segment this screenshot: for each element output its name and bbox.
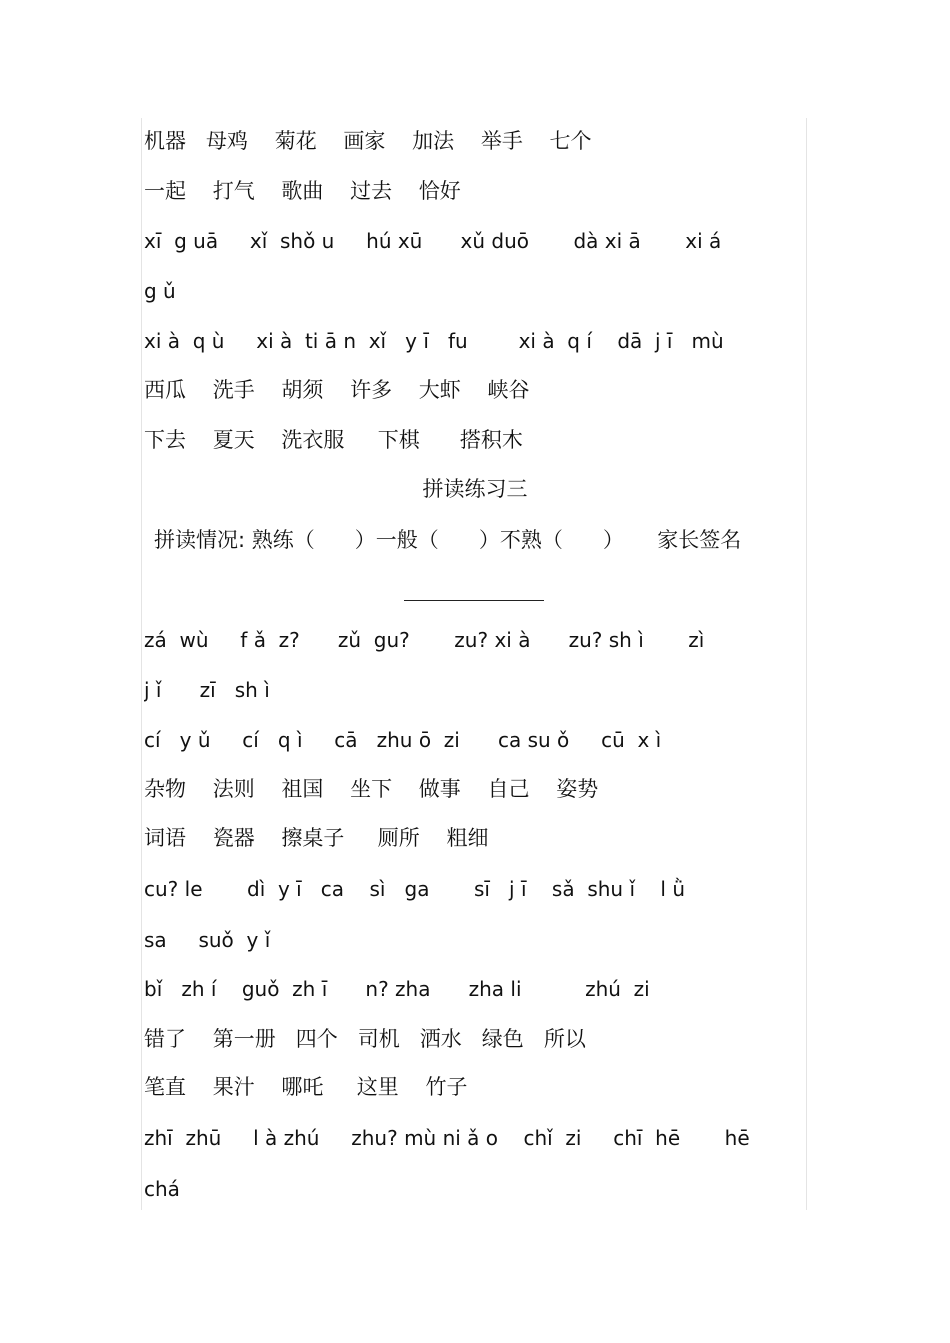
pinyin-line: cí y ǔ cí q ì cā zhu ō zi ca su ǒ cū x ì (144, 728, 662, 752)
hanzi-line: 词语 瓷器 擦桌子 厕所 粗细 (144, 826, 489, 850)
pinyin-line: sa suǒ y ǐ (144, 928, 271, 952)
pinyin-line: j ǐ zī sh ì (144, 678, 270, 702)
hanzi-line: 错了 第一册 四个 司机 洒水 绿色 所以 (144, 1027, 586, 1051)
pinyin-line: bǐ zh í guǒ zh ī n? zha zha li zhú zi (144, 977, 650, 1001)
pinyin-line: g ǔ (144, 279, 176, 303)
hanzi-line: 杂物 法则 祖国 坐下 做事 自己 姿势 (144, 777, 599, 801)
hanzi-line: 机器 母鸡 菊花 画家 加法 举手 七个 (144, 129, 592, 153)
section-title: 拼读练习三 (422, 477, 528, 501)
hanzi-line: 西瓜 洗手 胡须 许多 大虾 峡谷 (144, 378, 530, 402)
pinyin-line: xī g uā xǐ shǒ u hú xū xǔ duō dà xi ā xi á (144, 229, 722, 253)
pinyin-line: zhī zhū l à zhú zhu? mù ni ǎ o chǐ zi chī hē hē (144, 1126, 750, 1150)
pinyin-line: zá wù f ǎ z? zǔ gu? zu? xi à zu? sh ì zì (144, 628, 705, 652)
parent-signature-line (404, 600, 544, 601)
hanzi-line: 一起 打气 歌曲 过去 恰好 (144, 179, 461, 203)
page-border-left (141, 118, 142, 1210)
reading-status-line: 拼读情况: 熟练（ ）一般（ ）不熟（ ） 家长签名 (154, 528, 742, 552)
hanzi-line: 笔直 果汁 哪吒 这里 竹子 (144, 1075, 468, 1099)
pinyin-line: chá (144, 1177, 180, 1201)
hanzi-line: 下去 夏天 洗衣服 下棋 搭积木 (144, 428, 523, 452)
pinyin-line: xi à q ù xi à ti ā n xǐ y ī fu xi à q í dā j ī mù (144, 329, 724, 353)
pinyin-line: cu? le dì y ī ca sì ga sī j ī sǎ shu ǐ l ǜ (144, 877, 686, 901)
